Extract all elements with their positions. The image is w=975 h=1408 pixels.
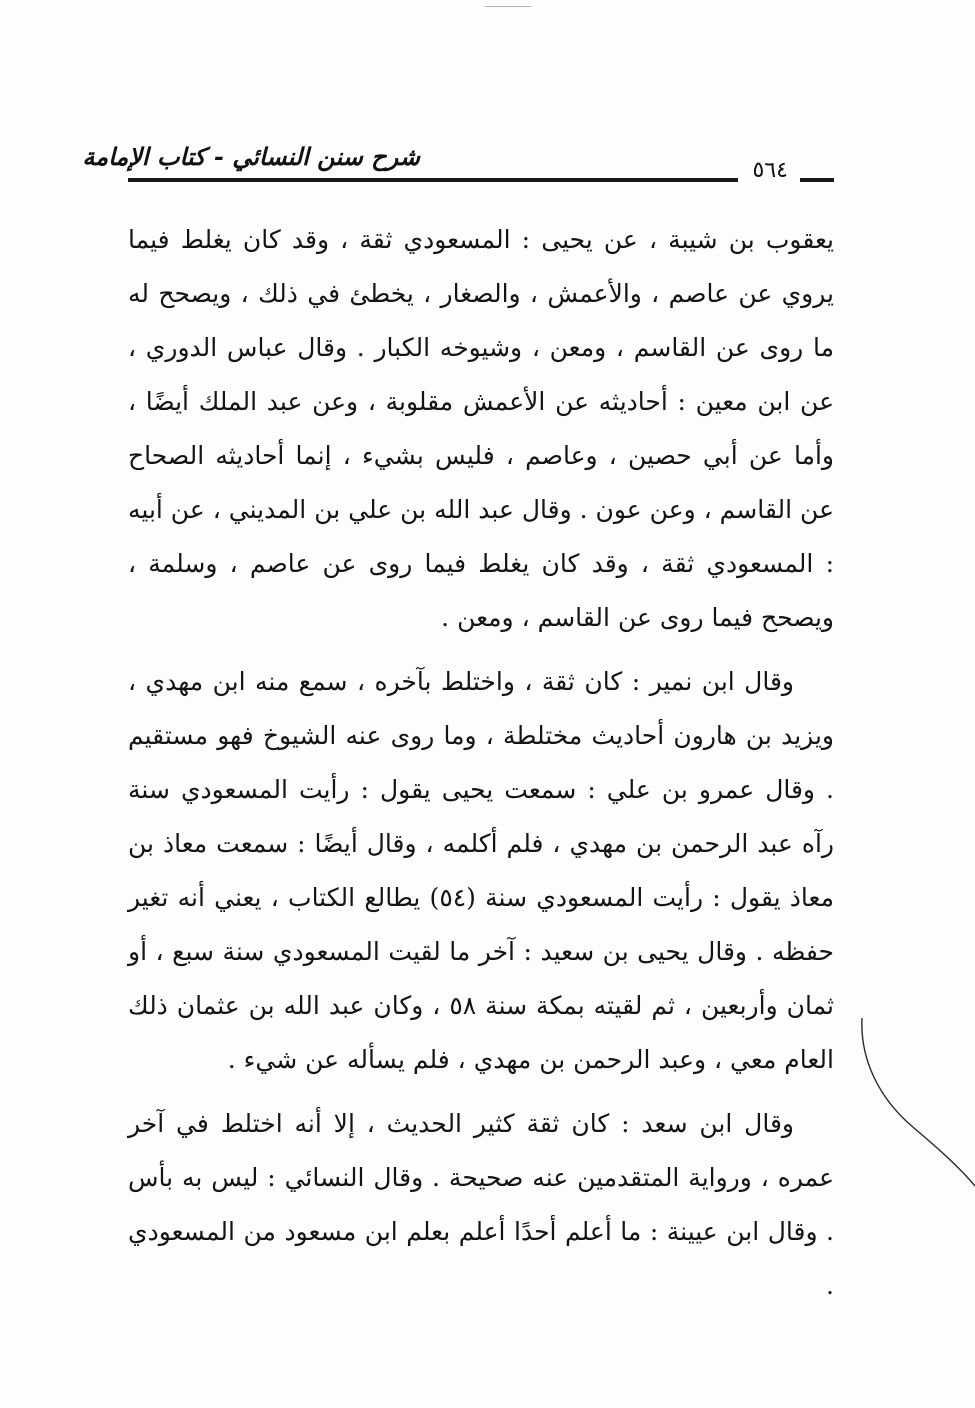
header-rule [128, 178, 738, 182]
page-number-dash [800, 178, 834, 182]
page-number: ٥٦٤ [752, 158, 788, 183]
paragraph-1: يعقوب بن شيبة ، عن يحيى : المسعودي ثقة ، وقد كان يغلط فيما يروي عن عاصم ، والأعمش ، والصغار ، يخطئ في ذلك ، ويصحح له ما روى عن القاسم ، ومعن ، وشيوخه الكبار . وقال عباس الدوري ، عن ابن معين : أحاديثه عن الأعمش مقلوبة ، وعن عبد الملك أيضًا ، وأما عن أبي حصين ، وعاصم ، فليس بشيء ، إنما أحاديثه الصحاح عن القاسم ، وعن عون . وقال عبد الله بن علي بن المديني ، عن أبيه : المسعودي ثقة ، وقد كان يغلط فيما روى عن عاصم ، وسلمة ، ويصحح فيما روى عن القاسم ، ومعن . [128, 225, 835, 632]
running-title: شرح سنن النسائي - كتاب الإمامة [82, 142, 420, 171]
margin-scan-curve [856, 1018, 975, 1188]
paragraph-3: وقال ابن سعد : كان ثقة كثير الحديث ، إلا أنه اختلط في آخر عمره ، ورواية المتقدمين عنه صحيحة . وقال النسائي : ليس به بأس . وقال ابن عيينة : ما أعلم أحدًا أعلم بعلم ابن مسعود من المسعودي . [128, 1109, 834, 1300]
top-edge-mark [485, 6, 531, 7]
page-header [82, 138, 834, 198]
body-text [128, 213, 834, 1313]
paragraph-2: وقال ابن نمير : كان ثقة ، واختلط بآخره ، سمع منه ابن مهدي ، ويزيد بن هارون أحاديث مختلطة ، وما روى عنه الشيوخ فهو مستقيم . وقال عمرو بن علي : سمعت يحيى يقول : رأيت المسعودي سنة رآه عبد الرحمن بن مهدي ، فلم أكلمه ، وقال أيضًا : سمعت معاذ بن معاذ يقول : رأيت المسعودي سنة (٥٤) يطالع الكتاب ، يعني أنه تغير حفظه . وقال يحيى بن سعيد : آخر ما لقيت المسعودي سنة سبع ، أو ثمان وأربعين ، ثم لقيته بمكة سنة ٥٨ ، وكان عبد الله بن عثمان ذلك العام معي ، وعبد الرحمن بن مهدي ، فلم يسأله عن شيء . [128, 667, 834, 1074]
